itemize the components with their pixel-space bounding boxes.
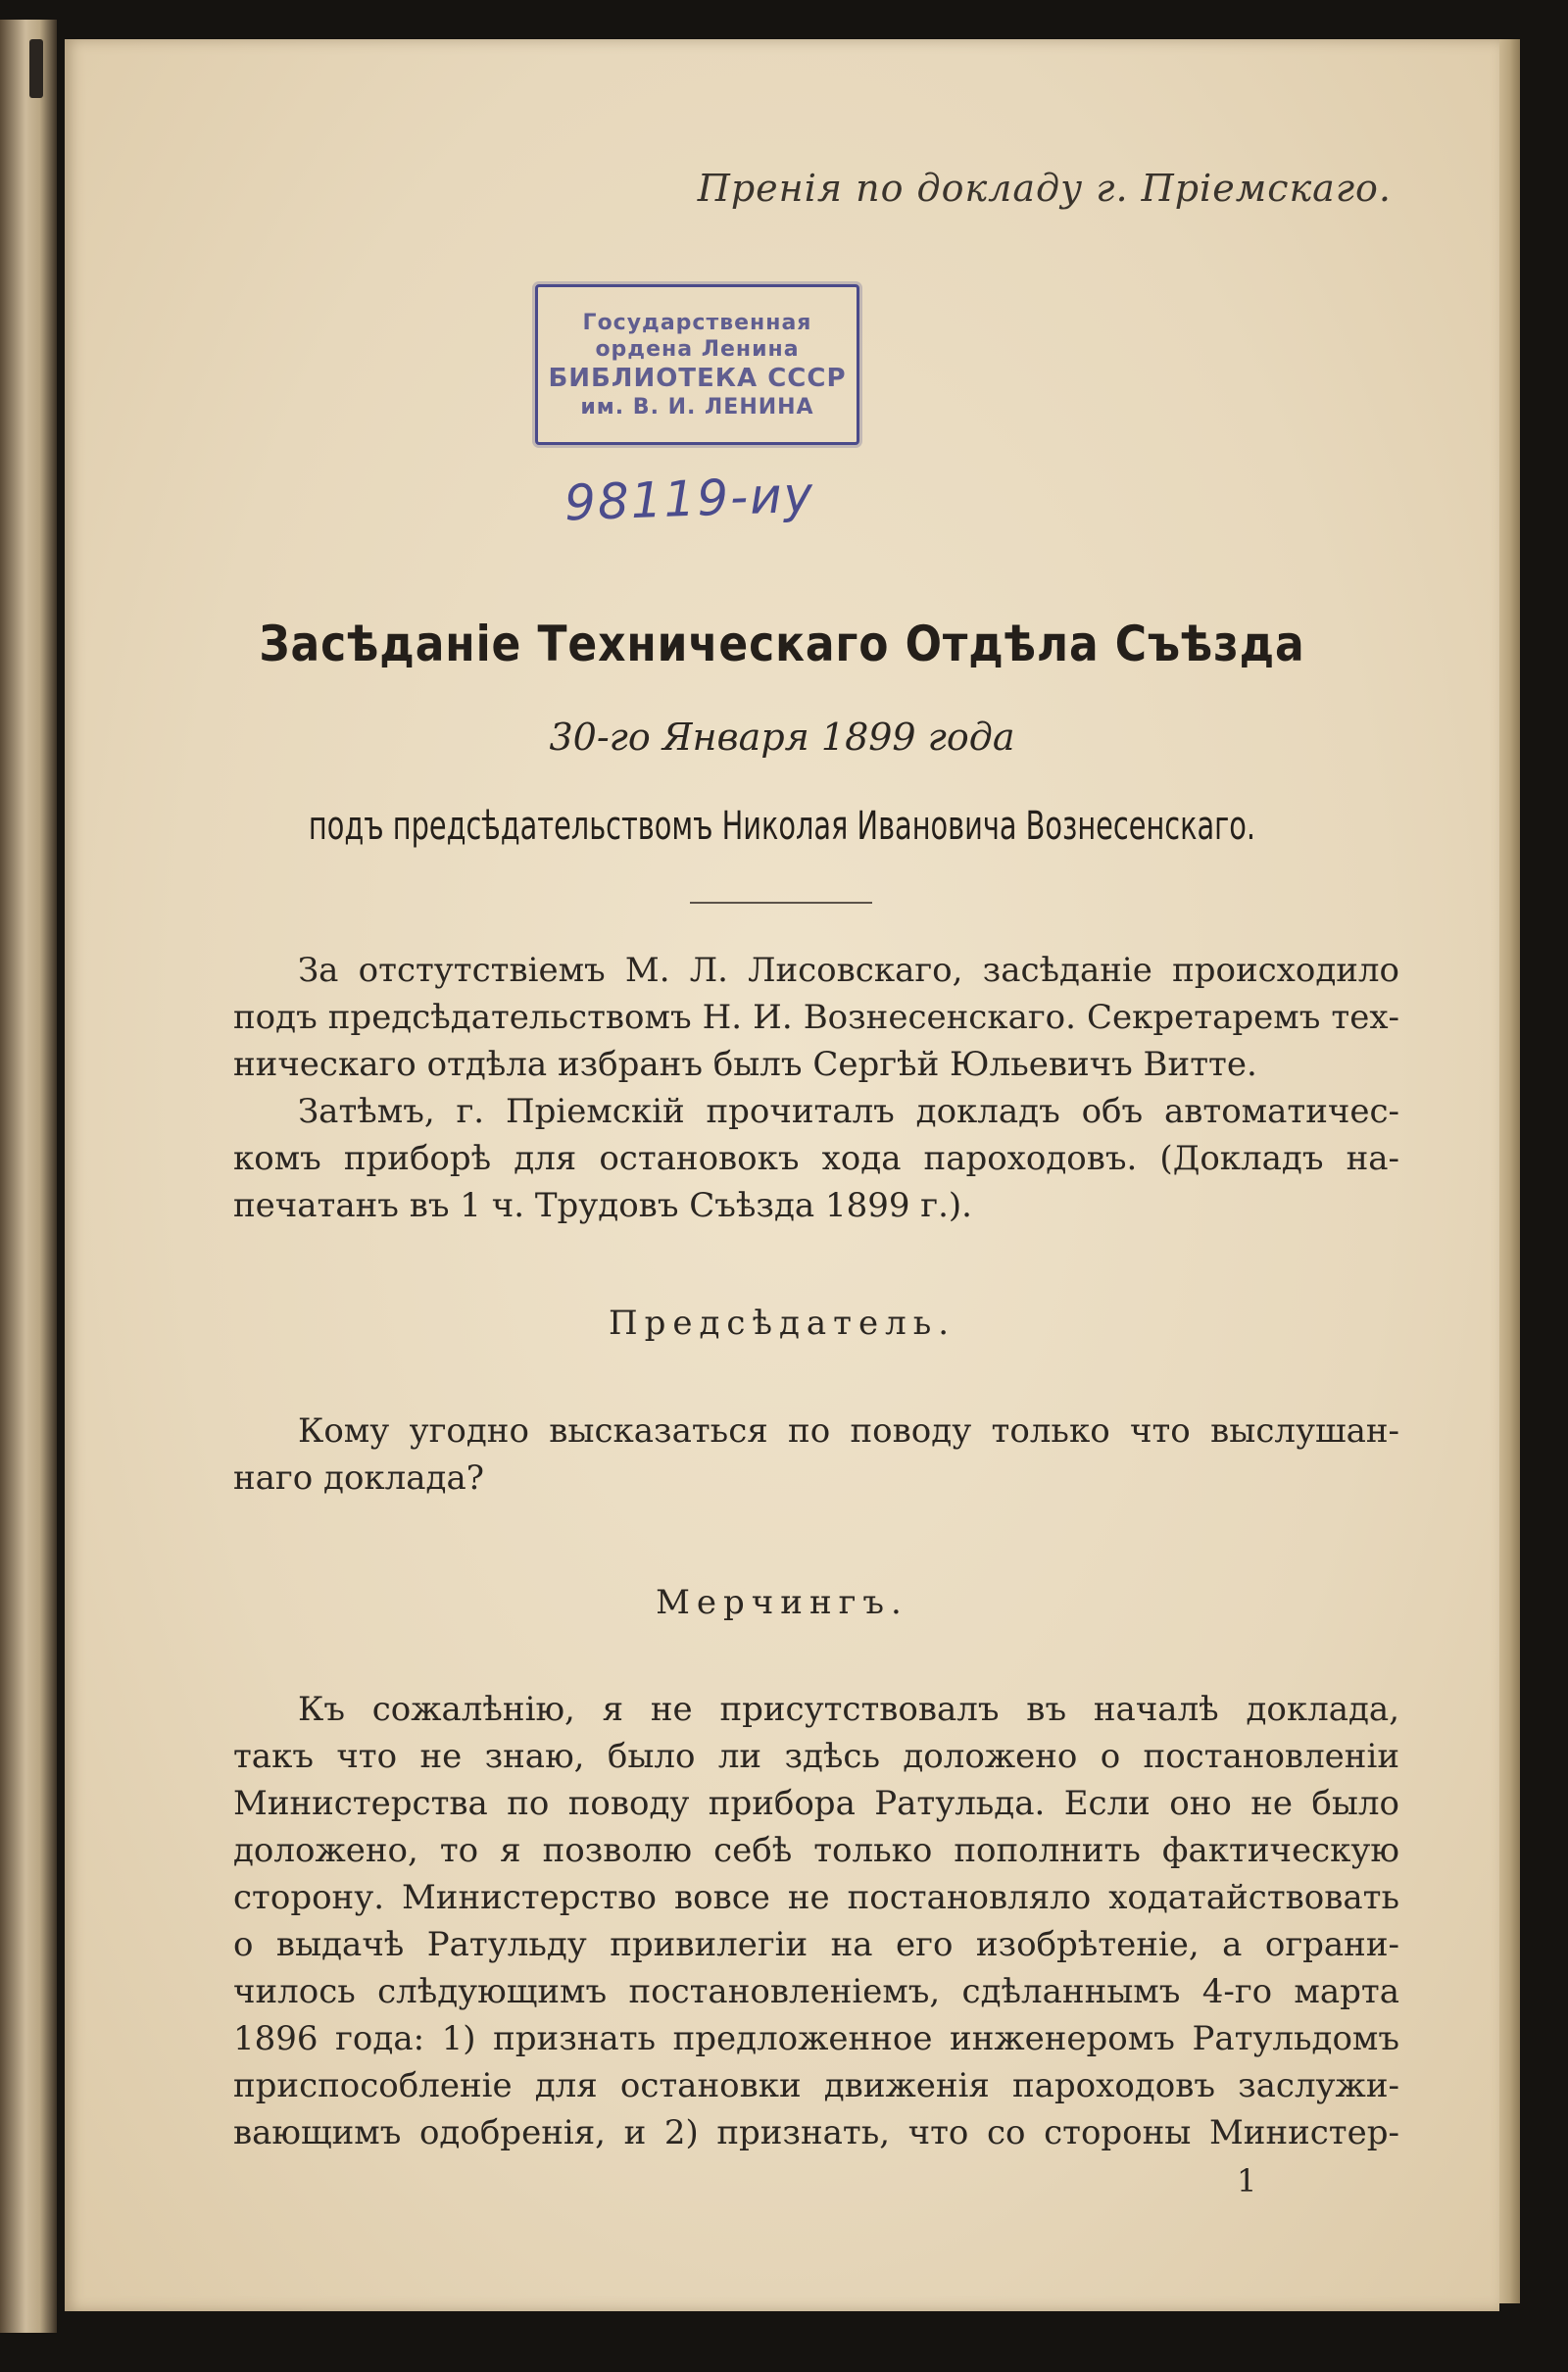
speaker-merching: Мерчингъ.: [656, 1583, 908, 1622]
text-line: доложено, то я позволю себѣ только пополнить фактическую: [233, 1831, 1399, 1870]
text-line: За отстутствіемъ М. Л. Лисовскаго, засѣданіе происходило: [298, 951, 1399, 990]
merching-speech: [233, 1686, 1399, 2156]
text-line: приспособленіе для остановки движенія пароходовъ заслужи-: [233, 2066, 1399, 2105]
page-number: 1: [1237, 2162, 1257, 2199]
stamp-line-1: Государственная: [582, 310, 812, 335]
text-line: 1896 года: 1) признать предложенное инженеромъ Ратульдомъ: [233, 2019, 1399, 2058]
book-binding-left: [0, 20, 57, 2333]
document-page: [65, 39, 1499, 2311]
text-line: наго доклада?: [233, 1458, 484, 1498]
stamp-line-3: БИБЛИОТЕКА СССР: [548, 363, 847, 393]
stamp-line-2: ордена Ленина: [595, 336, 800, 362]
section-divider: [690, 902, 872, 904]
text-line: о выдачѣ Ратульду привилегіи на его изобрѣтеніе, а ограни-: [233, 1925, 1399, 1964]
library-stamp: [535, 284, 859, 445]
speaker-chairman: Предсѣдатель.: [608, 1304, 956, 1343]
text-line: чилось слѣдующимъ постановленіемъ, сдѣланнымъ 4-го марта: [233, 1972, 1399, 2011]
binding-clip: [29, 39, 43, 98]
text-line: печатанъ въ 1 ч. Трудовъ Съѣзда 1899 г.).: [233, 1186, 972, 1225]
document-title: Засѣданіе Техническаго Отдѣла Съѣзда: [259, 616, 1305, 672]
text-line: Министерства по поводу прибора Ратульда. Если оно не было: [233, 1784, 1399, 1823]
intro-paragraph: [233, 947, 1399, 1088]
chairman-line: подъ предсѣдательствомъ Николая Ивановича Вознесенскаго.: [308, 804, 1256, 849]
text-line: сторону. Министерство вовсе не постановляло ходатайствовать: [233, 1878, 1399, 1917]
text-line: комъ приборѣ для остановокъ хода пароходовъ. (Докладъ на-: [233, 1139, 1399, 1178]
handwritten-shelfmark: 98119-иу: [564, 466, 816, 532]
text-line: Затѣмъ, г. Пріемскій прочиталъ докладъ объ автоматичес-: [298, 1092, 1399, 1131]
text-line: такъ что не знаю, было ли здѣсь доложено о постановленіи: [233, 1737, 1399, 1776]
report-paragraph: [233, 1088, 1399, 1229]
text-line: ническаго отдѣла избранъ былъ Сергѣй Юльевичъ Витте.: [233, 1045, 1257, 1084]
text-line: вающимъ одобренія, и 2) признать, что со стороны Министер-: [233, 2113, 1399, 2152]
chairman-speech: [233, 1408, 1399, 1502]
session-date: 30-го Января 1899 года: [549, 716, 1015, 759]
text-line: подъ предсѣдательствомъ Н. И. Вознесенскаго. Секретаремъ тех-: [233, 998, 1399, 1037]
page-stack-edge: [1497, 39, 1520, 2303]
text-line: Кому угодно высказаться по поводу только что выслушан-: [298, 1411, 1399, 1451]
stamp-line-4: им. В. И. ЛЕНИНА: [580, 394, 814, 420]
running-head: Пренія по докладу г. Пріемскаго.: [697, 167, 1392, 210]
text-line: Къ сожалѣнію, я не присутствовалъ въ началѣ доклада,: [298, 1690, 1399, 1729]
